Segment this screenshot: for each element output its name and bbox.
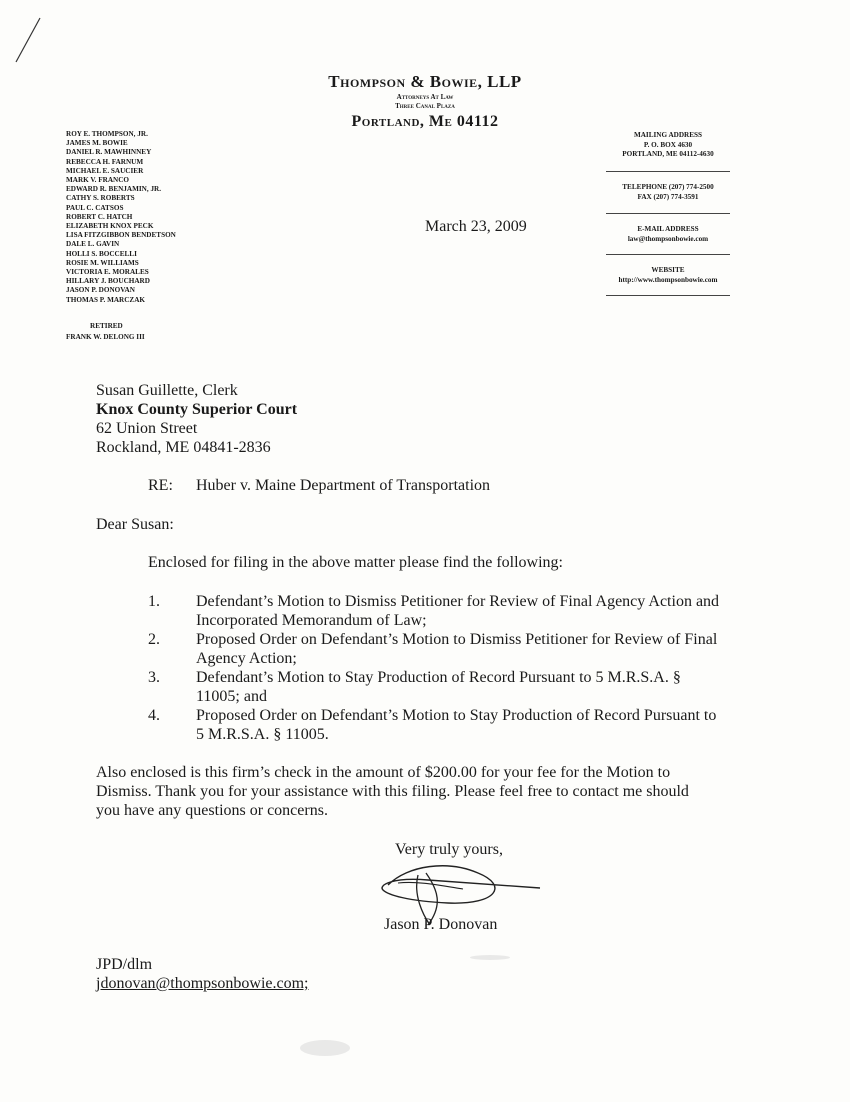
closing-line: Dismiss. Thank you for your assistance with this filing. Please feel free to contact me should bbox=[96, 783, 689, 800]
closing-line: Also enclosed is this firm’s check in the amount of $200.00 for your fee for the Motion to bbox=[96, 764, 671, 781]
attorney-name: LISA FITZGIBBON BENDETSON bbox=[66, 231, 176, 240]
letter-date: March 23, 2009 bbox=[425, 218, 527, 235]
attorney-name: HILLARY J. BOUCHARD bbox=[66, 277, 150, 286]
retired-name: FRANK W. DELONG III bbox=[66, 333, 145, 341]
retired-heading: RETIRED bbox=[90, 322, 123, 330]
list-item-line: Agency Action; bbox=[196, 650, 297, 667]
list-item-line: Defendant’s Motion to Dismiss Petitioner for Review of Final Agency Action and bbox=[196, 593, 720, 610]
website-heading: WEBSITE bbox=[651, 266, 685, 274]
recipient-line1: Susan Guillette, Clerk bbox=[96, 382, 238, 399]
scan-stroke-mark bbox=[10, 14, 50, 74]
attorney-name: THOMAS P. MARCZAK bbox=[66, 295, 145, 304]
closing-paragraph bbox=[96, 763, 736, 820]
sign-off: Very truly yours, bbox=[395, 841, 503, 858]
attorney-name: VICTORIA E. MORALES bbox=[66, 268, 149, 277]
list-item bbox=[196, 668, 756, 706]
firm-website: http://www.thompsonbowie.com bbox=[618, 275, 718, 284]
firm-city: Portland, Me 04112 bbox=[351, 113, 499, 130]
attorney-name: ROSIE M. WILLIAMS bbox=[66, 258, 139, 267]
phone-block bbox=[598, 183, 738, 202]
firm-email: law@thompsonbowie.com bbox=[627, 234, 709, 243]
list-item-line: 5 M.R.S.A. § 11005. bbox=[196, 726, 329, 743]
attorney-name: DALE L. GAVIN bbox=[66, 240, 120, 249]
firm-tagline: Attorneys At Law bbox=[396, 93, 454, 101]
attorney-name: HOLLI S. BOCCELLI bbox=[66, 249, 137, 258]
recipient-address bbox=[96, 381, 297, 457]
list-item-line: Proposed Order on Defendant’s Motion to Stay Production of Record Pursuant to bbox=[196, 707, 717, 724]
mailing-line1: P. O. BOX 4630 bbox=[643, 140, 693, 149]
attorney-name: PAUL C. CATSOS bbox=[66, 203, 124, 212]
firm-name: Thompson & Bowie, LLP bbox=[328, 72, 522, 91]
salutation: Dear Susan: bbox=[96, 516, 174, 533]
attorney-name: ROY E. THOMPSON, JR. bbox=[66, 130, 148, 138]
list-item-line: Proposed Order on Defendant’s Motion to Dismiss Petitioner for Review of Final bbox=[196, 631, 718, 648]
website-block bbox=[598, 266, 738, 285]
scan-smudge bbox=[300, 1040, 350, 1056]
attorney-list bbox=[66, 130, 176, 305]
list-item-number: 2. bbox=[148, 631, 160, 648]
divider bbox=[606, 295, 730, 296]
attorney-name: JAMES M. BOWIE bbox=[66, 139, 128, 148]
divider bbox=[606, 254, 730, 255]
recipient-court: Knox County Superior Court bbox=[96, 401, 298, 418]
email-block bbox=[598, 225, 738, 244]
attorney-name: CATHY S. ROBERTS bbox=[66, 194, 135, 203]
list-item-line: 11005; and bbox=[196, 688, 267, 705]
list-item bbox=[196, 706, 756, 744]
signer-name: Jason P. Donovan bbox=[384, 916, 498, 933]
divider bbox=[606, 213, 730, 214]
mailing-heading: MAILING ADDRESS bbox=[633, 131, 703, 139]
telephone: TELEPHONE (207) 774-2500 bbox=[622, 183, 714, 191]
list-item-number: 1. bbox=[148, 593, 160, 610]
re-label: RE: bbox=[148, 477, 173, 494]
divider bbox=[606, 171, 730, 172]
fax: FAX (207) 774-3591 bbox=[637, 192, 699, 201]
scan-smudge bbox=[470, 955, 510, 960]
list-item-line: Defendant’s Motion to Stay Production of Record Pursuant to 5 M.R.S.A. § bbox=[196, 669, 681, 686]
cc-email-link[interactable]: jdonovan@thompsonbowie.com; bbox=[96, 975, 309, 992]
list-item bbox=[196, 630, 756, 668]
list-item-number: 3. bbox=[148, 669, 160, 686]
list-item bbox=[196, 592, 756, 630]
intro-text: Enclosed for filing in the above matter please find the following: bbox=[148, 554, 563, 571]
attorney-name: ELIZABETH KNOX PECK bbox=[66, 222, 154, 231]
mailing-line2: PORTLAND, ME 04112-4630 bbox=[622, 150, 714, 158]
attorney-name: REBECCA H. FARNUM bbox=[66, 157, 144, 166]
closing-line: you have any questions or concerns. bbox=[96, 802, 328, 819]
firm-building: Three Canal Plaza bbox=[395, 102, 455, 110]
re-text: Huber v. Maine Department of Transportation bbox=[196, 477, 491, 494]
attorney-name: EDWARD R. BENJAMIN, JR. bbox=[66, 185, 162, 194]
attorney-name: JASON P. DONOVAN bbox=[66, 286, 135, 295]
recipient-street: 62 Union Street bbox=[96, 420, 198, 437]
typist-initials: JPD/dlm bbox=[96, 956, 153, 973]
list-item-number: 4. bbox=[148, 707, 160, 724]
list-item-line: Incorporated Memorandum of Law; bbox=[196, 612, 427, 629]
attorney-name: MARK V. FRANCO bbox=[66, 176, 130, 185]
recipient-city: Rockland, ME 04841-2836 bbox=[96, 439, 271, 456]
mailing-address-block bbox=[598, 131, 738, 160]
attorney-name: ROBERT C. HATCH bbox=[66, 212, 133, 221]
attorney-name: DANIEL R. MAWHINNEY bbox=[66, 148, 152, 157]
attorney-name: MICHAEL E. SAUCIER bbox=[66, 166, 144, 175]
email-heading: E-MAIL ADDRESS bbox=[637, 225, 699, 233]
